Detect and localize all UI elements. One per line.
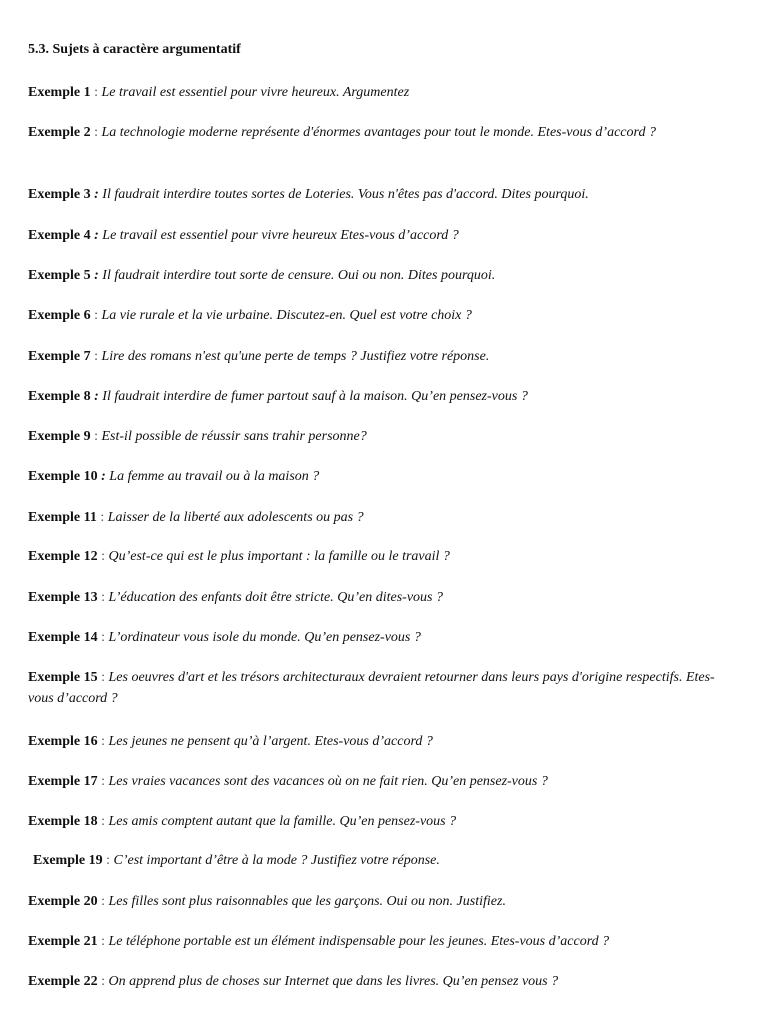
example-item [28, 627, 728, 648]
example-text: Lire des romans n'est qu'une perte de temps ? Justifiez votre réponse. [101, 349, 490, 364]
example-item [28, 771, 728, 792]
example-item [28, 225, 728, 246]
section-heading: 5.3. Sujets à caractère argumentatif [28, 42, 241, 57]
example-label: Exemple 2 [28, 125, 91, 140]
example-separator: : [90, 187, 103, 202]
example-separator: : [96, 510, 108, 525]
example-item [33, 850, 733, 871]
example-separator: : [102, 853, 114, 868]
example-separator: : [97, 774, 109, 789]
example-separator: : [97, 469, 110, 484]
example-label: Exemple 19 [33, 853, 103, 868]
example-label: Exemple 20 [28, 894, 98, 909]
example-item [28, 184, 728, 205]
example-item [28, 82, 728, 103]
example-separator: : [97, 630, 109, 645]
example-text: Il faudrait interdire tout sorte de censure. Oui ou non. Dites pourquoi. [102, 268, 496, 283]
example-separator: : [90, 268, 103, 283]
example-label: Exemple 13 [28, 590, 98, 605]
example-item [28, 426, 728, 447]
example-item [28, 507, 728, 528]
example-label: Exemple 6 [28, 308, 91, 323]
example-separator: : [97, 734, 109, 749]
example-separator: : [97, 549, 109, 564]
example-label: Exemple 9 [28, 429, 91, 444]
example-separator: : [90, 228, 103, 243]
example-label: Exemple 17 [28, 774, 98, 789]
example-item [28, 587, 728, 608]
example-text: Les filles sont plus raisonnables que les garçons. Oui ou non. Justifiez. [108, 894, 506, 909]
example-item [28, 546, 728, 567]
example-label: Exemple 1 [28, 85, 91, 100]
example-item [28, 122, 728, 143]
example-separator: : [90, 389, 103, 404]
example-separator: : [97, 590, 109, 605]
example-label: Exemple 11 [28, 510, 97, 525]
example-text: Le téléphone portable est un élément indispensable pour les jeunes. Etes-vous d’accord ? [108, 934, 610, 949]
example-text: Le travail est essentiel pour vivre heureux. Argumentez [101, 85, 410, 100]
example-text: Il faudrait interdire toutes sortes de Loteries. Vous n'êtes pas d'accord. Dites pourquoi. [102, 187, 589, 202]
example-separator: : [97, 974, 109, 989]
example-label: Exemple 15 [28, 670, 98, 685]
example-separator: : [97, 814, 109, 829]
example-item [28, 891, 728, 912]
example-text: La technologie moderne représente d'énormes avantages pour tout le monde. Etes-vous d’accord ? [101, 125, 656, 140]
example-text: Le travail est essentiel pour vivre heureux Etes-vous d’accord ? [102, 228, 459, 243]
example-text: Les amis comptent autant que la famille. Qu’en pensez-vous ? [108, 814, 457, 829]
example-item [28, 971, 728, 992]
example-separator: : [97, 934, 109, 949]
example-label: Exemple 8 [28, 389, 91, 404]
example-text: La femme au travail ou à la maison ? [109, 469, 320, 484]
example-text: Les jeunes ne pensent qu’à l’argent. Etes-vous d’accord ? [108, 734, 433, 749]
example-separator: : [90, 125, 102, 140]
example-label: Exemple 21 [28, 934, 98, 949]
example-text: La vie rurale et la vie urbaine. Discutez-en. Quel est votre choix ? [101, 308, 472, 323]
example-separator: : [90, 308, 102, 323]
example-label: Exemple 22 [28, 974, 98, 989]
example-item [28, 346, 728, 367]
example-item [28, 305, 728, 326]
example-label: Exemple 12 [28, 549, 98, 564]
example-label: Exemple 14 [28, 630, 98, 645]
example-separator: : [97, 894, 109, 909]
example-label: Exemple 7 [28, 349, 91, 364]
example-item [28, 667, 728, 709]
example-label: Exemple 5 [28, 268, 91, 283]
example-text: On apprend plus de choses sur Internet que dans les livres. Qu’en pensez vous ? [108, 974, 559, 989]
example-text: Qu’est-ce qui est le plus important : la famille ou le travail ? [108, 549, 450, 564]
example-label: Exemple 10 [28, 469, 98, 484]
example-item [28, 466, 728, 487]
example-text: Les vraies vacances sont des vacances où on ne fait rien. Qu’en pensez-vous ? [108, 774, 548, 789]
example-item [28, 931, 728, 952]
example-separator: : [90, 429, 102, 444]
example-item [28, 265, 728, 286]
example-text: C’est important d’être à la mode ? Justifiez votre réponse. [113, 853, 440, 868]
example-item [28, 731, 728, 752]
example-text: Laisser de la liberté aux adolescents ou pas ? [107, 510, 364, 525]
example-label: Exemple 18 [28, 814, 98, 829]
example-text: L’ordinateur vous isole du monde. Qu’en pensez-vous ? [108, 630, 421, 645]
example-separator: : [97, 670, 109, 685]
example-item [28, 386, 728, 407]
example-item [28, 811, 728, 832]
example-separator: : [90, 349, 102, 364]
example-text: L’éducation des enfants doit être stricte. Qu’en dites-vous ? [108, 590, 444, 605]
example-label: Exemple 4 [28, 228, 91, 243]
example-separator: : [90, 85, 102, 100]
example-text: Il faudrait interdire de fumer partout sauf à la maison. Qu’en pensez-vous ? [102, 389, 528, 404]
example-text: Les oeuvres d'art et les trésors architecturaux devraient retourner dans leurs pays d'origine respectifs. Etes-vous d’accord ? [28, 670, 715, 706]
example-label: Exemple 3 [28, 187, 91, 202]
example-text: Est-il possible de réussir sans trahir personne? [101, 429, 367, 444]
example-label: Exemple 16 [28, 734, 98, 749]
